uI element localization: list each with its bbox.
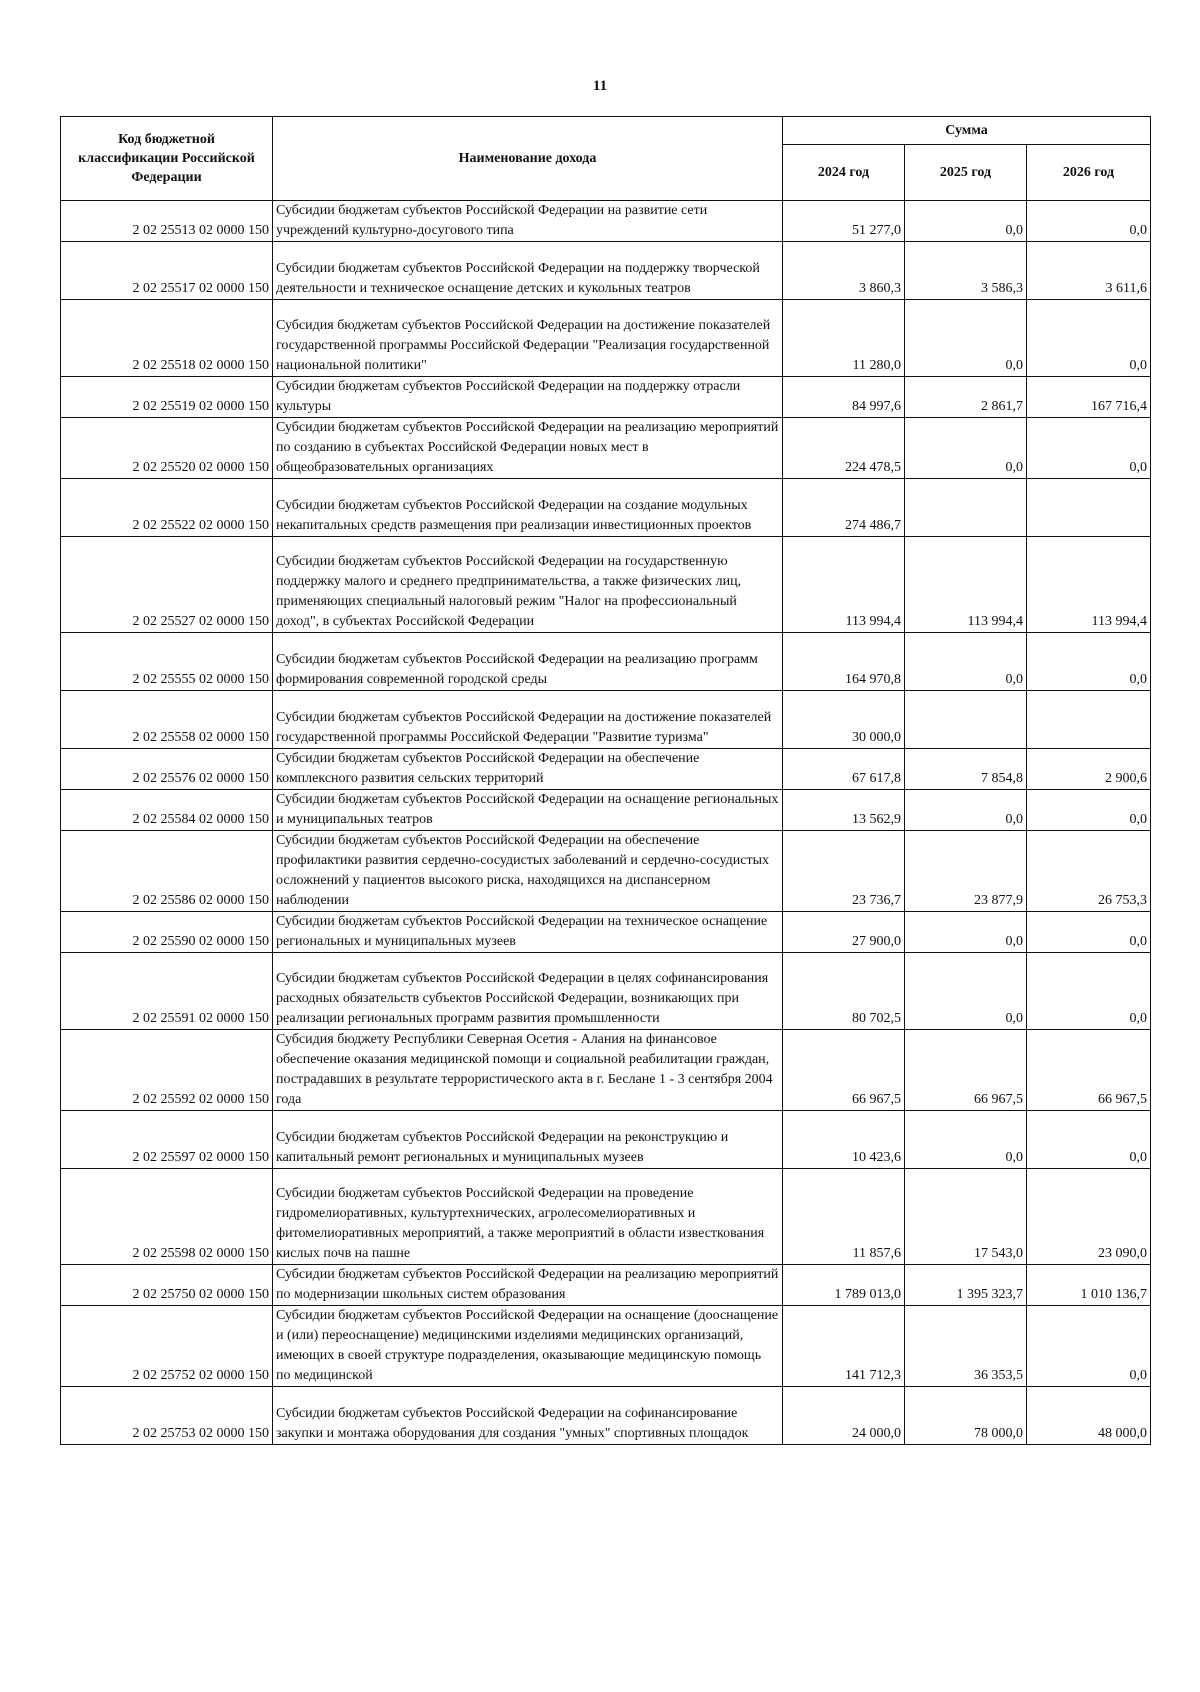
amount-2025-cell: 0,0	[905, 953, 1027, 1030]
table-row	[61, 953, 1151, 1030]
amount-2026-cell: 0,0	[1027, 633, 1151, 691]
amount-2024-cell: 80 702,5	[783, 953, 905, 1030]
amount-2025-cell: 0,0	[905, 418, 1027, 479]
code-cell: 2 02 25555 02 0000 150	[61, 633, 273, 691]
amount-2026-cell: 167 716,4	[1027, 377, 1151, 418]
amount-2025-cell: 36 353,5	[905, 1306, 1027, 1387]
table-row	[61, 1111, 1151, 1169]
table-row	[61, 633, 1151, 691]
amount-2024-cell: 30 000,0	[783, 691, 905, 749]
code-cell: 2 02 25750 02 0000 150	[61, 1265, 273, 1306]
table-row	[61, 1169, 1151, 1265]
code-cell: 2 02 25519 02 0000 150	[61, 377, 273, 418]
name-cell: Субсидия бюджету Республики Северная Осетия - Алания на финансовое обеспечение оказания медицинской помощи и социальной реабилитации граждан, пострадавших в результате террористического акта в г. Беслане 1 - 3 сентября 2004 года	[273, 1030, 783, 1111]
code-cell: 2 02 25518 02 0000 150	[61, 300, 273, 377]
amount-2024-cell: 11 280,0	[783, 300, 905, 377]
name-cell: Субсидии бюджетам субъектов Российской Федерации на софинансирование закупки и монтажа оборудования для создания "умных" спортивных площадок	[273, 1387, 783, 1445]
amount-2026-cell: 23 090,0	[1027, 1169, 1151, 1265]
header-name: Наименование дохода	[273, 117, 783, 201]
code-cell: 2 02 25586 02 0000 150	[61, 831, 273, 912]
amount-2025-cell: 23 877,9	[905, 831, 1027, 912]
name-cell: Субсидии бюджетам субъектов Российской Федерации в целях софинансирования расходных обязательств субъектов Российской Федерации, возникающих при реализации региональных программ развития промышленности	[273, 953, 783, 1030]
amount-2024-cell: 141 712,3	[783, 1306, 905, 1387]
amount-2024-cell: 23 736,7	[783, 831, 905, 912]
code-cell: 2 02 25753 02 0000 150	[61, 1387, 273, 1445]
code-cell: 2 02 25597 02 0000 150	[61, 1111, 273, 1169]
code-cell: 2 02 25752 02 0000 150	[61, 1306, 273, 1387]
amount-2025-cell: 1 395 323,7	[905, 1265, 1027, 1306]
table-row	[61, 1265, 1151, 1306]
name-cell: Субсидии бюджетам субъектов Российской Федерации на проведение гидромелиоративных, культуртехнических, агролесомелиоративных и фитомелиоративных мероприятий, а также мероприятий в области известкования кислых почв на пашне	[273, 1169, 783, 1265]
header-code: Код бюджетной классификации Российской Федерации	[61, 117, 273, 201]
table-row	[61, 749, 1151, 790]
amount-2026-cell: 66 967,5	[1027, 1030, 1151, 1111]
name-cell: Субсидии бюджетам субъектов Российской Федерации на реализацию программ формирования современной городской среды	[273, 633, 783, 691]
table-row	[61, 479, 1151, 537]
amount-2024-cell: 84 997,6	[783, 377, 905, 418]
amount-2024-cell: 1 789 013,0	[783, 1265, 905, 1306]
table-row	[61, 1387, 1151, 1445]
page-number: 11	[592, 78, 608, 94]
name-cell: Субсидии бюджетам субъектов Российской Федерации на обеспечение профилактики развития сердечно-сосудистых заболеваний и сердечно-сосудистых осложнений у пациентов высокого риска, находящихся на диспансерном наблюдении	[273, 831, 783, 912]
header-year-2024: 2024 год	[783, 145, 905, 201]
code-cell: 2 02 25522 02 0000 150	[61, 479, 273, 537]
table-row	[61, 300, 1151, 377]
amount-2024-cell: 51 277,0	[783, 201, 905, 242]
amount-2025-cell: 113 994,4	[905, 537, 1027, 633]
name-cell: Субсидии бюджетам субъектов Российской Федерации на обеспечение комплексного развития сельских территорий	[273, 749, 783, 790]
code-cell: 2 02 25517 02 0000 150	[61, 242, 273, 300]
amount-2026-cell	[1027, 479, 1151, 537]
amount-2025-cell: 2 861,7	[905, 377, 1027, 418]
table-row	[61, 377, 1151, 418]
amount-2024-cell: 274 486,7	[783, 479, 905, 537]
amount-2025-cell: 0,0	[905, 1111, 1027, 1169]
amount-2025-cell: 0,0	[905, 201, 1027, 242]
name-cell: Субсидии бюджетам субъектов Российской Федерации на оснащение региональных и муниципальных театров	[273, 790, 783, 831]
header-year-2026: 2026 год	[1027, 145, 1151, 201]
table-row	[61, 1306, 1151, 1387]
amount-2026-cell: 0,0	[1027, 1306, 1151, 1387]
amount-2026-cell: 0,0	[1027, 953, 1151, 1030]
amount-2024-cell: 164 970,8	[783, 633, 905, 691]
header-year-2025: 2025 год	[905, 145, 1027, 201]
table-row	[61, 831, 1151, 912]
amount-2024-cell: 10 423,6	[783, 1111, 905, 1169]
amount-2024-cell: 67 617,8	[783, 749, 905, 790]
code-cell: 2 02 25513 02 0000 150	[61, 201, 273, 242]
income-table	[60, 116, 1151, 1445]
table-row	[61, 691, 1151, 749]
table-row	[61, 1030, 1151, 1111]
amount-2026-cell: 2 900,6	[1027, 749, 1151, 790]
amount-2025-cell: 7 854,8	[905, 749, 1027, 790]
amount-2026-cell: 0,0	[1027, 300, 1151, 377]
amount-2024-cell: 13 562,9	[783, 790, 905, 831]
amount-2026-cell: 0,0	[1027, 912, 1151, 953]
table-body	[61, 201, 1151, 1445]
header-sum: Сумма	[783, 117, 1151, 145]
amount-2025-cell: 0,0	[905, 912, 1027, 953]
name-cell: Субсидии бюджетам субъектов Российской Федерации на достижение показателей государственной программы Российской Федерации "Развитие туризма"	[273, 691, 783, 749]
name-cell: Субсидия бюджетам субъектов Российской Федерации на достижение показателей государственной программы Российской Федерации "Реализация государственной национальной политики"	[273, 300, 783, 377]
amount-2024-cell: 113 994,4	[783, 537, 905, 633]
name-cell: Субсидии бюджетам субъектов Российской Федерации на реализацию мероприятий по созданию в субъектах Российской Федерации новых мест в общеобразовательных организациях	[273, 418, 783, 479]
amount-2025-cell: 17 543,0	[905, 1169, 1027, 1265]
code-cell: 2 02 25590 02 0000 150	[61, 912, 273, 953]
amount-2026-cell: 3 611,6	[1027, 242, 1151, 300]
name-cell: Субсидии бюджетам субъектов Российской Федерации на реконструкцию и капитальный ремонт региональных и муниципальных музеев	[273, 1111, 783, 1169]
amount-2024-cell: 66 967,5	[783, 1030, 905, 1111]
amount-2024-cell: 27 900,0	[783, 912, 905, 953]
amount-2026-cell: 0,0	[1027, 790, 1151, 831]
code-cell: 2 02 25584 02 0000 150	[61, 790, 273, 831]
amount-2024-cell: 24 000,0	[783, 1387, 905, 1445]
amount-2026-cell: 113 994,4	[1027, 537, 1151, 633]
table-row	[61, 418, 1151, 479]
code-cell: 2 02 25598 02 0000 150	[61, 1169, 273, 1265]
amount-2024-cell: 224 478,5	[783, 418, 905, 479]
table-row	[61, 912, 1151, 953]
code-cell: 2 02 25591 02 0000 150	[61, 953, 273, 1030]
amount-2025-cell: 0,0	[905, 300, 1027, 377]
amount-2024-cell: 11 857,6	[783, 1169, 905, 1265]
amount-2025-cell: 66 967,5	[905, 1030, 1027, 1111]
name-cell: Субсидии бюджетам субъектов Российской Федерации на развитие сети учреждений культурно-досугового типа	[273, 201, 783, 242]
table-row	[61, 537, 1151, 633]
name-cell: Субсидии бюджетам субъектов Российской Федерации на реализацию мероприятий по модернизации школьных систем образования	[273, 1265, 783, 1306]
amount-2025-cell	[905, 691, 1027, 749]
name-cell: Субсидии бюджетам субъектов Российской Федерации на техническое оснащение региональных и муниципальных музеев	[273, 912, 783, 953]
amount-2026-cell: 0,0	[1027, 1111, 1151, 1169]
name-cell: Субсидии бюджетам субъектов Российской Федерации на государственную поддержку малого и среднего предпринимательства, а также физических лиц, применяющих специальный налоговый режим "Налог на профессиональный доход", в субъектах Российской Федерации	[273, 537, 783, 633]
amount-2025-cell	[905, 479, 1027, 537]
code-cell: 2 02 25576 02 0000 150	[61, 749, 273, 790]
amount-2025-cell: 78 000,0	[905, 1387, 1027, 1445]
code-cell: 2 02 25527 02 0000 150	[61, 537, 273, 633]
name-cell: Субсидии бюджетам субъектов Российской Федерации на поддержку отрасли культуры	[273, 377, 783, 418]
table-row	[61, 790, 1151, 831]
name-cell: Субсидии бюджетам субъектов Российской Федерации на создание модульных некапитальных средств размещения при реализации инвестиционных проектов	[273, 479, 783, 537]
amount-2026-cell	[1027, 691, 1151, 749]
table-row	[61, 242, 1151, 300]
amount-2026-cell: 1 010 136,7	[1027, 1265, 1151, 1306]
amount-2026-cell: 26 753,3	[1027, 831, 1151, 912]
code-cell: 2 02 25558 02 0000 150	[61, 691, 273, 749]
code-cell: 2 02 25592 02 0000 150	[61, 1030, 273, 1111]
amount-2026-cell: 0,0	[1027, 418, 1151, 479]
code-cell: 2 02 25520 02 0000 150	[61, 418, 273, 479]
amount-2025-cell: 3 586,3	[905, 242, 1027, 300]
amount-2026-cell: 48 000,0	[1027, 1387, 1151, 1445]
amount-2026-cell: 0,0	[1027, 201, 1151, 242]
name-cell: Субсидии бюджетам субъектов Российской Федерации на оснащение (дооснащение и (или) переоснащение) медицинскими изделиями медицинских организаций, имеющих в своей структуре подразделения, оказывающие медицинскую помощь по медицинской	[273, 1306, 783, 1387]
amount-2025-cell: 0,0	[905, 790, 1027, 831]
amount-2024-cell: 3 860,3	[783, 242, 905, 300]
table-row	[61, 201, 1151, 242]
name-cell: Субсидии бюджетам субъектов Российской Федерации на поддержку творческой деятельности и техническое оснащение детских и кукольных театров	[273, 242, 783, 300]
amount-2025-cell: 0,0	[905, 633, 1027, 691]
